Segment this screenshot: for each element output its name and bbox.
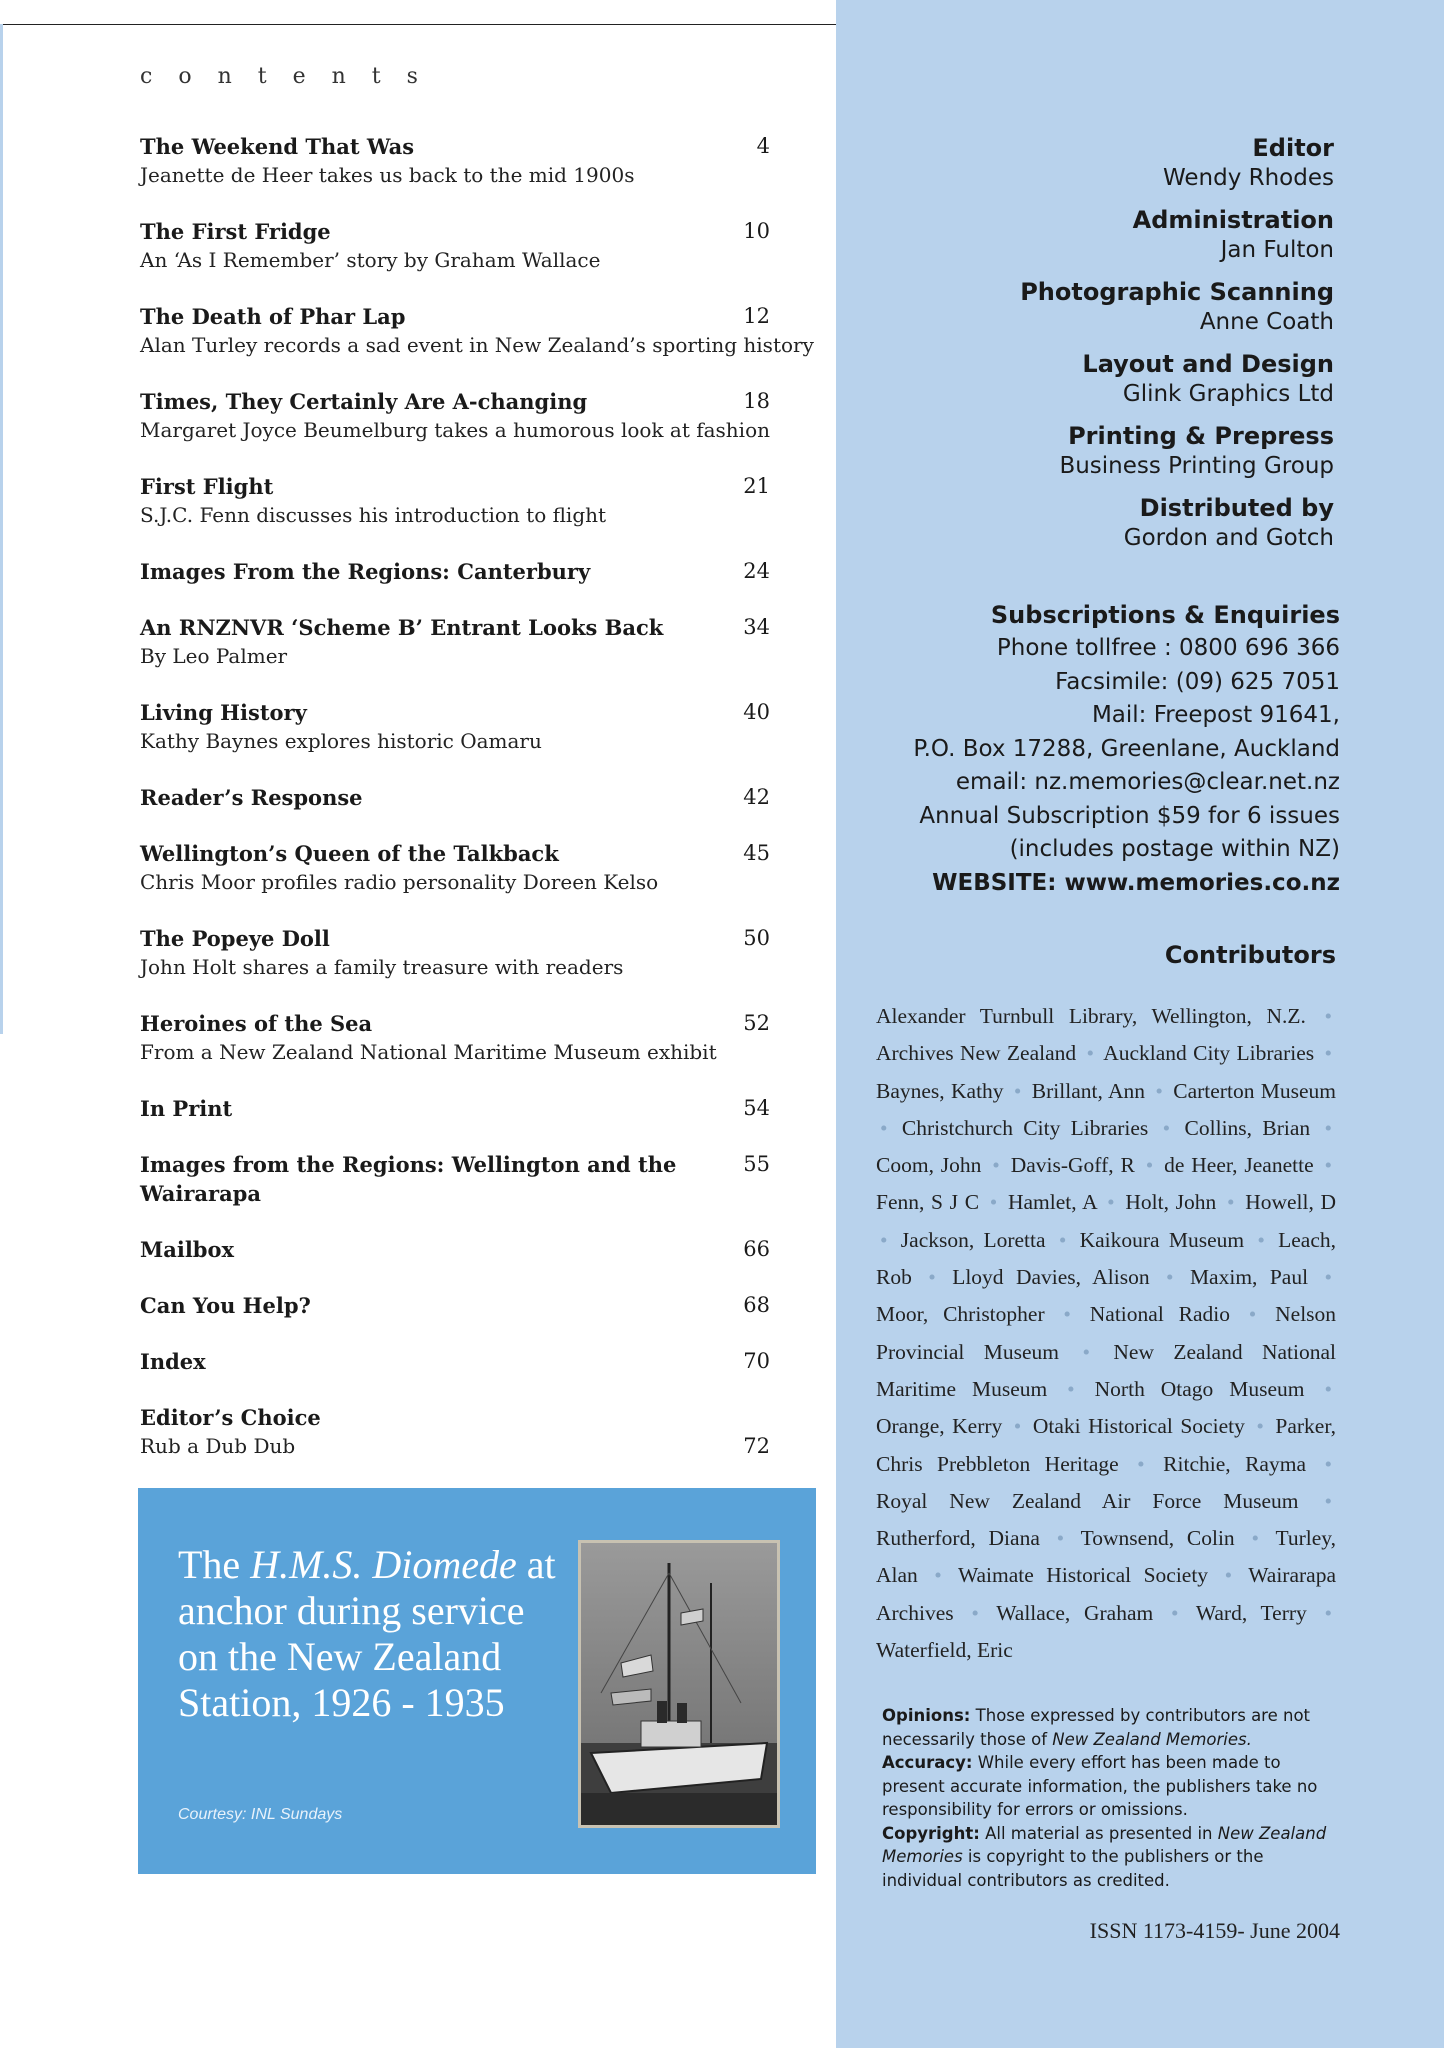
subscriptions-line: Facsimile: (09) 625 7051 (1055, 668, 1340, 695)
copyright-note (882, 1822, 1332, 1893)
contributor-name: Kaikoura Museum (1079, 1227, 1245, 1252)
toc-entry[interactable] (140, 472, 770, 530)
bullet-separator: • (1137, 1451, 1145, 1476)
contributor-name: Turley, Alan (876, 1526, 1336, 1588)
toc-entry[interactable] (140, 387, 770, 445)
accuracy-note (882, 1751, 1332, 1822)
toc-entry[interactable] (140, 557, 770, 586)
contributor-name: Waterfield, Eric (876, 1638, 1013, 1663)
contributor-name: Rutherford, Diana (876, 1526, 1040, 1551)
contributor-name: Wallace, Graham (996, 1600, 1154, 1625)
toc-entry-title: An RNZNVR ‘Scheme B’ Entrant Looks Back (140, 615, 664, 640)
subscriptions-line: Phone tollfree : 0800 696 366 (996, 635, 1340, 661)
credit-role: Editor (1252, 134, 1334, 162)
bullet-separator: • (989, 1190, 998, 1215)
contributor-name: Jackson, Loretta (900, 1227, 1046, 1252)
toc-entry-subtitle: Alan Turley records a sad event in New Zealand’s sporting history (140, 333, 814, 357)
contributor-name: Howell, D (1245, 1190, 1337, 1215)
toc-entry-page: 10 (743, 219, 770, 243)
toc-entry-page: 24 (743, 559, 770, 583)
toc-entry-page: 72 (743, 1434, 770, 1458)
toc-entry-title: Mailbox (140, 1237, 235, 1262)
bullet-separator: • (971, 1600, 979, 1625)
contributor-name: Archives New Zealand (876, 1041, 1077, 1066)
copyright-label: Copyright: (882, 1823, 980, 1843)
credit-role: Distributed by (1139, 494, 1334, 522)
staff-credits (1020, 133, 1334, 565)
accuracy-label: Accuracy: (882, 1753, 973, 1772)
bullet-separator: • (1086, 1041, 1095, 1066)
toc-entry-page: 34 (743, 615, 770, 639)
copyright-publication: New Zealand Memories (882, 1823, 1327, 1866)
contributor-name: Orange, Kerry (876, 1414, 1003, 1439)
subscriptions-line: (includes postage within NZ) (1009, 836, 1340, 862)
bullet-separator: • (880, 1115, 888, 1140)
copyright-text: All material as presented in (979, 1823, 1218, 1843)
contributor-name: Ward, Terry (1195, 1600, 1307, 1625)
contributor-name: Lloyd Davies, Alison (952, 1265, 1150, 1290)
contributor-name: Auckland City Libraries (1103, 1041, 1315, 1066)
toc-entry[interactable] (140, 1150, 770, 1208)
bullet-separator: • (1324, 1265, 1332, 1290)
toc-entry-title: The First Fridge (140, 219, 331, 244)
contributor-name: Baynes, Kathy (876, 1078, 1004, 1103)
contributor-name: Parker, Chris Prebbleton Heritage (876, 1414, 1337, 1476)
photo-credit: Courtesy: INL Sundays (178, 1806, 343, 1823)
bullet-separator: • (1224, 1563, 1233, 1588)
bullet-separator: • (1251, 1526, 1260, 1551)
toc-entry-page: 18 (743, 389, 770, 413)
toc-entry-subtitle: By Leo Palmer (140, 644, 288, 668)
contributor-name: de Heer, Jeanette (1164, 1153, 1314, 1178)
table-of-contents (140, 132, 814, 1488)
toc-entry-title: In Print (140, 1096, 233, 1121)
bullet-separator: • (1058, 1227, 1067, 1252)
bullet-separator: • (1324, 1004, 1333, 1028)
contributor-name: Leach, Rob (876, 1227, 1337, 1290)
bullet-separator: • (1056, 1526, 1065, 1551)
toc-entry-title: Reader’s Response (140, 785, 363, 810)
bullet-separator: • (992, 1153, 1000, 1178)
contributor-name: Holt, John (1125, 1190, 1217, 1215)
toc-entry-subtitle: John Holt shares a family treasure with readers (140, 955, 624, 979)
toc-entry-subtitle: Margaret Joyce Beumelburg takes a humorous look at fashion (140, 418, 770, 442)
credit-name: Business Printing Group (1059, 453, 1334, 479)
photo-caption-ship-name: H.M.S. Diomede (250, 1542, 517, 1587)
toc-entry-subtitle: An ‘As I Remember’ story by Graham Wallace (140, 248, 601, 272)
bullet-separator: • (1324, 1600, 1333, 1625)
toc-entry-page: 45 (743, 841, 770, 865)
toc-entry-title: Living History (140, 700, 307, 725)
bullet-separator: • (1324, 1488, 1332, 1513)
contributor-name: New Zealand National Maritime Museum (876, 1339, 1337, 1401)
bullet-separator: • (934, 1563, 942, 1588)
credit-name: Gordon and Gotch (1123, 525, 1334, 551)
toc-entry[interactable] (140, 698, 770, 756)
opinions-label: Opinions: (882, 1706, 971, 1725)
toc-entry-page: 4 (756, 134, 770, 158)
bullet-separator: • (880, 1227, 888, 1252)
contributor-name: Waimate Historical Society (957, 1563, 1209, 1588)
accuracy-text: While every effort has been made to present accurate information, the publishers take no responsibility for errors or omissions. (882, 1753, 1318, 1819)
contributor-name: Fenn, S J C (876, 1190, 980, 1215)
subscriptions-line: Annual Subscription $59 for 6 issues (919, 802, 1340, 829)
contributor-name: Otaki Historical Society (1032, 1414, 1245, 1439)
toc-entry-page: 70 (743, 1349, 770, 1373)
contributor-name: Royal New Zealand Air Force Museum (876, 1488, 1299, 1513)
opinions-text: Those expressed by contributors are not necessarily those of (882, 1706, 1311, 1749)
toc-entry-page: 40 (743, 700, 770, 724)
bullet-separator: • (1248, 1302, 1257, 1327)
toc-entry[interactable] (140, 924, 770, 982)
toc-entry-title: The Weekend That Was (140, 134, 415, 159)
toc-entry-page: 68 (743, 1293, 770, 1317)
bullet-separator: • (1013, 1414, 1022, 1439)
copyright-text-end: is copyright to the publishers or the individual contributors as credited. (882, 1847, 1264, 1890)
toc-entry-title: The Popeye Doll (140, 926, 330, 951)
subscriptions-line: Mail: Freepost 91641, (1091, 702, 1340, 728)
contributor-name: Ritchie, Rayma (1163, 1451, 1306, 1476)
legal-notes (882, 1704, 1332, 1892)
bullet-separator: • (1082, 1339, 1090, 1364)
bullet-separator: • (1256, 1414, 1264, 1439)
credit-role: Photographic Scanning (1020, 278, 1334, 306)
credit-role: Printing & Prepress (1068, 422, 1334, 450)
toc-entry-page: 42 (743, 785, 770, 809)
left-edge-stripe (0, 24, 3, 1034)
toc-entry[interactable] (140, 1094, 770, 1123)
toc-entry-page: 66 (743, 1237, 770, 1261)
toc-entry-title: Index (140, 1349, 206, 1374)
toc-entry[interactable] (140, 613, 770, 671)
toc-entry-subtitle: S.J.C. Fenn discusses his introduction to flight (140, 503, 607, 527)
toc-entry[interactable] (140, 1009, 770, 1067)
toc-entry[interactable] (140, 1291, 770, 1320)
contributor-name: National Radio (1089, 1302, 1230, 1327)
contributor-name: Townsend, Colin (1080, 1526, 1235, 1551)
toc-entry-title: Editor’s Choice (140, 1405, 321, 1430)
contents-heading: contents (140, 64, 444, 89)
contributor-name: Maxim, Paul (1189, 1265, 1309, 1290)
toc-entry[interactable] (140, 1347, 770, 1376)
subscriptions-block (913, 599, 1340, 900)
credit-role: Layout and Design (1082, 350, 1334, 378)
subscriptions-lines (913, 632, 1340, 867)
credit-role: Administration (1132, 206, 1334, 234)
toc-entry-subtitle: From a New Zealand National Maritime Museum exhibit (140, 1040, 717, 1064)
toc-entry-subtitle: Kathy Baynes explores historic Oamaru (140, 729, 542, 753)
contributor-name: Wairarapa Archives (876, 1563, 1336, 1625)
credit-name: Jan Fulton (1220, 237, 1334, 263)
credit-name: Anne Coath (1199, 309, 1334, 335)
bullet-separator: • (1155, 1078, 1163, 1103)
bullet-separator: • (1170, 1600, 1179, 1625)
subscriptions-line[interactable]: email: nz.memories@clear.net.nz (955, 769, 1340, 795)
photo-caption-post: at anchor during service on the New Zealand Station, 1926 - 1935 (178, 1542, 556, 1725)
toc-entry-page: 50 (743, 926, 770, 950)
subscriptions-line: P.O. Box 17288, Greenlane, Auckland (913, 735, 1340, 762)
contributor-name: Hamlet, A (1007, 1190, 1097, 1215)
bullet-separator: • (1063, 1302, 1071, 1327)
toc-entry-title: Wellington’s Queen of the Talkback (140, 841, 559, 866)
bullet-separator: • (1162, 1115, 1171, 1140)
toc-entry-title: Heroines of the Sea (140, 1011, 373, 1036)
toc-entry-subtitle: Rub a Dub Dub (140, 1434, 296, 1458)
toc-entry-subtitle: Jeanette de Heer takes us back to the mid 1900s (140, 163, 635, 187)
toc-entry-title: Images From the Regions: Canterbury (140, 559, 591, 584)
credit-name: Wendy Rhodes (1162, 165, 1334, 191)
bullet-separator: • (1324, 1376, 1332, 1401)
bullet-separator: • (1324, 1115, 1333, 1140)
toc-entry-title: The Death of Phar Lap (140, 304, 406, 329)
contributor-name: Carterton Museum (1173, 1078, 1337, 1103)
contributor-name: Collins, Brian (1184, 1115, 1311, 1140)
issn-line: ISSN 1173-4159- June 2004 (1089, 1918, 1340, 1943)
bullet-separator: • (1226, 1190, 1235, 1215)
contributor-name: Nelson Provincial Museum (876, 1302, 1337, 1364)
photo-feature-box (138, 1488, 816, 1874)
bullet-separator: • (1013, 1078, 1022, 1103)
toc-entry[interactable] (140, 1235, 770, 1264)
opinions-publication: New Zealand Memories. (1052, 1729, 1252, 1749)
bullet-separator: • (1145, 1153, 1154, 1178)
toc-entry-page: 52 (743, 1011, 770, 1035)
subscriptions-heading: Subscriptions & Enquiries (990, 601, 1340, 629)
ship-illustration (581, 1543, 777, 1825)
toc-entry[interactable] (140, 839, 770, 897)
photo-caption (178, 1542, 558, 1726)
toc-entry[interactable] (140, 132, 770, 190)
contributor-name: Alexander Turnbull Library, Wellington, N.Z. (876, 1004, 1306, 1028)
contributor-name: North Otago Museum (1094, 1376, 1305, 1401)
toc-entry-title: First Flight (140, 474, 274, 499)
toc-entry[interactable] (140, 217, 770, 275)
bullet-separator: • (1166, 1265, 1174, 1290)
bullet-separator: • (1324, 1041, 1333, 1066)
toc-entry[interactable] (140, 1403, 770, 1461)
toc-entry-title: Times, They Certainly Are A-changing (140, 389, 588, 414)
contributor-name: Brillant, Ann (1031, 1078, 1146, 1103)
website-link[interactable]: WEBSITE: www.memories.co.nz (932, 869, 1340, 896)
contributor-name: Coom, John (876, 1153, 982, 1178)
photo-caption-pre: The (178, 1542, 251, 1587)
toc-entry[interactable] (140, 783, 770, 812)
contributor-name: Davis-Goff, R (1010, 1153, 1135, 1178)
bullet-separator: • (1067, 1376, 1075, 1401)
contributors-list (876, 998, 1336, 1669)
toc-entry-title: Images from the Regions: Wellington and the Wairarapa (140, 1152, 677, 1206)
top-rule (0, 24, 836, 25)
contributor-name: Moor, Christopher (876, 1302, 1045, 1327)
contributors-heading: Contributors (1164, 941, 1336, 969)
toc-entry-page: 54 (743, 1096, 770, 1120)
bullet-separator: • (1107, 1190, 1115, 1215)
credit-name: Glink Graphics Ltd (1122, 381, 1334, 407)
bullet-separator: • (1324, 1153, 1333, 1178)
bullet-separator: • (1257, 1227, 1265, 1252)
opinions-note (882, 1704, 1332, 1751)
contributor-name: Christchurch City Libraries (901, 1115, 1149, 1140)
toc-entry-page: 55 (743, 1152, 770, 1176)
ship-photo (578, 1540, 780, 1828)
toc-entry-page: 12 (743, 304, 770, 328)
toc-entry-subtitle: Chris Moor profiles radio personality Doreen Kelso (140, 870, 659, 894)
bullet-separator: • (928, 1265, 936, 1290)
toc-entry-page: 21 (743, 474, 770, 498)
toc-entry[interactable] (140, 302, 814, 360)
toc-entry-title: Can You Help? (140, 1293, 311, 1318)
bullet-separator: • (1324, 1451, 1332, 1476)
